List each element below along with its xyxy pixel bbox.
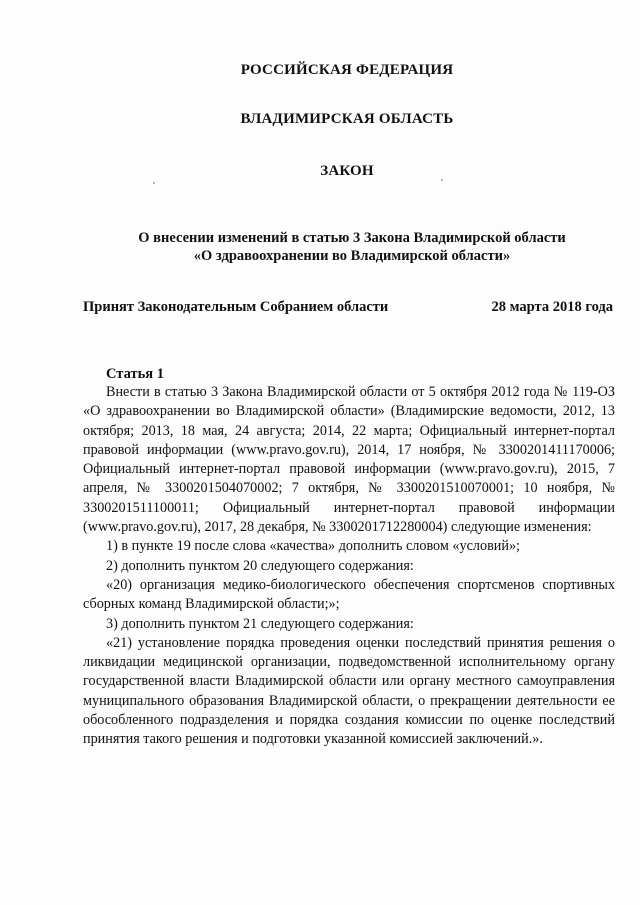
article-paragraph: 2) дополнить пунктом 20 следующего содержания: xyxy=(106,557,414,574)
adopted-by: Принят Законодательным Собранием области xyxy=(83,299,389,315)
article-body xyxy=(83,383,615,750)
country-heading: РОССИЙСКАЯ ФЕДЕРАЦИЯ xyxy=(240,62,454,78)
scan-speck xyxy=(153,182,155,184)
article-paragraph: «21) установление порядка проведения оценки последствий принятия решения о ликвидации медицинской организации, подведомственной исполнительному органу государственной власти Владимирской области или органу местного самоуправления муниципального образования Владимирской области, о прекращении деятельности ее обособленного подразделения и порядка создания комиссии по оценке последствий принятия такого решения и подготовки указанной комиссией заключений.». xyxy=(83,634,615,748)
article-paragraph: 1) в пункте 19 после слова «качества» дополнить словом «условий»; xyxy=(106,538,520,555)
article-title: Статья 1 xyxy=(106,366,164,382)
article-paragraph: 3) дополнить пунктом 21 следующего содержания: xyxy=(106,615,414,632)
article-paragraph: «20) организация медико-биологического обеспечения спортсменов спортивных сборных команд Владимирской области;»; xyxy=(83,576,615,613)
subject-line-2: «О здравоохранении во Владимирской области» xyxy=(193,248,511,264)
document-type-heading: ЗАКОН xyxy=(320,163,374,179)
scan-speck xyxy=(441,179,443,181)
article-paragraph: Внести в статью 3 Закона Владимирской области от 5 октября 2012 года № 119-ОЗ «О здравоохранении во Владимирской области» (Владимирские ведомости, 2012, 13 октября; 2013, 18 мая, 24 августа; 2014, 22 марта; Официальный интернет-портал правовой информации (www.pravo.gov.ru), 2014, 17 ноября, № 3300201411170006; Официальный интернет-портал правовой информации (www.pravo.gov.ru), 2015, 7 апреля, № 3300201504070002; 7 октября, № 3300201510070001; 10 ноября, № 3300201511100011; Официальный интернет-портал правовой информации (www.pravo.gov.ru), 2017, 28 декабря, № 3300201712280004) следующие изменения: xyxy=(83,384,615,536)
subject-line-1: О внесении изменений в статью 3 Закона Владимирской области xyxy=(138,230,566,246)
adoption-date: 28 марта 2018 года xyxy=(491,299,613,315)
region-heading: ВЛАДИМИРСКАЯ ОБЛАСТЬ xyxy=(240,111,454,127)
